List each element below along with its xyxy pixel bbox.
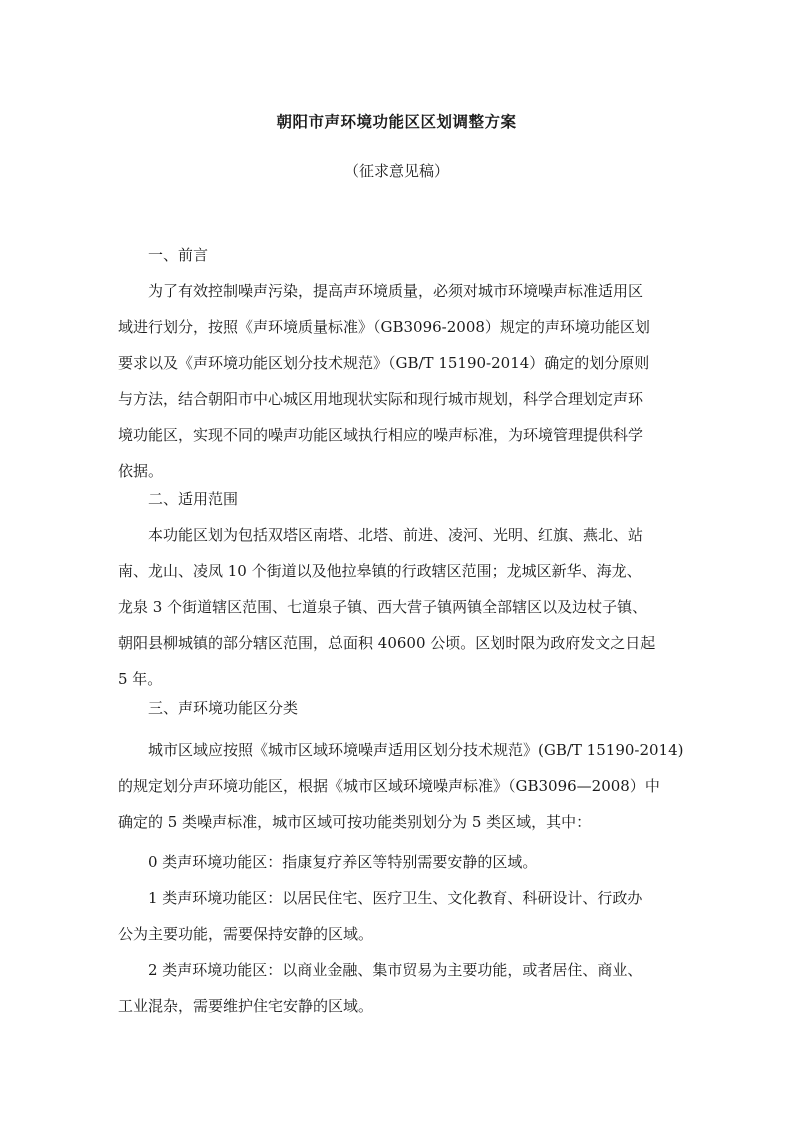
paragraph-line: 确定的 5 类噪声标准，城市区域可按功能类别划分为 5 类区域，其中： xyxy=(118,813,592,831)
paragraph-line: 本功能区划为包括双塔区南塔、北塔、前进、凌河、光明、红旗、燕北、站 xyxy=(148,526,644,544)
class-2-item xyxy=(118,952,684,1024)
section-heading: 二、适用范围 xyxy=(148,490,239,508)
paragraph-line: 1 类声环境功能区：以居民住宅、医疗卫生、文化教育、科研设计、行政办 xyxy=(148,889,643,907)
paragraph-line: 要求以及《声环境功能区划分技术规范》（GB/T 15190-2014）确定的划分原则 xyxy=(118,354,650,372)
paragraph-line: 域进行划分，按照《声环境质量标准》（GB3096-2008）规定的声环境功能区划 xyxy=(118,318,650,336)
class-1-item xyxy=(118,880,684,952)
section-classification xyxy=(118,690,684,726)
paragraph-line: 龙泉 3 个街道辖区范围、七道泉子镇、西大营子镇两镇全部辖区以及边杖子镇、 xyxy=(118,598,648,616)
paragraph-line: 的规定划分声环境功能区，根据《城市区域环境噪声标准》（GB3096—2008）中 xyxy=(118,777,660,795)
classification-intro xyxy=(118,732,684,840)
paragraph-line: 依据。 xyxy=(118,462,164,480)
paragraph-line: 公为主要功能，需要保持安静的区域。 xyxy=(118,925,374,943)
paragraph-line: 为了有效控制噪声污染，提高声环境质量，必须对城市环境噪声标准适用区 xyxy=(148,282,644,300)
class-0-item xyxy=(118,844,684,880)
paragraph-line: 朝阳县柳城镇的部分辖区范围，总面积 40600 公顷。区划时限为政府发文之日起 xyxy=(118,634,656,652)
paragraph-line: 2 类声环境功能区：以商业金融、集市贸易为主要功能，或者居住、商业、 xyxy=(148,961,643,979)
section-heading: 三、声环境功能区分类 xyxy=(148,699,299,717)
paragraph-line: 工业混杂，需要维护住宅安静的区域。 xyxy=(118,997,374,1015)
paragraph-line: 城市区域应按照《城市区域环境噪声适用区划分技术规范》(GB/T 15190-2014) xyxy=(148,741,684,759)
paragraph-line: 5 年。 xyxy=(118,670,163,688)
paragraph-line: 0 类声环境功能区：指康复疗养区等特别需要安静的区域。 xyxy=(148,853,538,871)
section-preface xyxy=(118,237,684,489)
section-scope xyxy=(118,481,684,697)
paragraph-line: 与方法，结合朝阳市中心城区用地现状实际和现行城市规划，科学合理划定声环 xyxy=(118,390,644,408)
paragraph-line: 南、龙山、凌凤 10 个街道以及他拉皋镇的行政辖区范围；龙城区新华、海龙、 xyxy=(118,562,642,580)
section-heading: 一、前言 xyxy=(148,246,209,264)
document-title: 朝阳市声环境功能区区划调整方案 xyxy=(276,112,517,131)
paragraph-line: 境功能区，实现不同的噪声功能区域执行相应的噪声标准，为环境管理提供科学 xyxy=(118,426,644,444)
document-subtitle: （征求意见稿） xyxy=(343,162,449,180)
